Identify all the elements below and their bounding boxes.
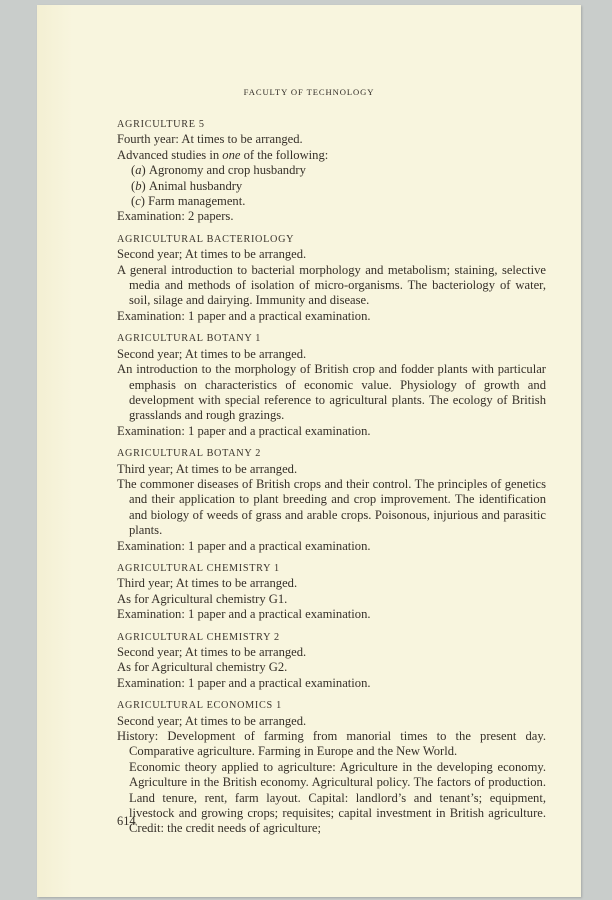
option-text: Animal husbandry [148,178,243,193]
course-schedule: Third year; At times to be arranged. [117,461,298,476]
course-examination: Examination: 1 paper and a practical examination. [117,607,371,622]
course-entry [117,331,546,439]
book-page [37,5,581,897]
course-heading: AGRICULTURAL BOTANY 1 [117,333,262,345]
course-schedule: Second year; At times to be arranged. [117,247,307,262]
course-examination: Examination: 1 paper and a practical examination. [117,308,371,323]
course-entry [117,630,546,692]
course-examination: Examination: 2 papers. [117,209,234,224]
intro-emphasis: one [222,147,241,162]
course-examination: Examination: 1 paper and a practical examination. [117,675,371,690]
option-item: (a) Agronomy and crop husbandry [131,163,306,178]
option-text: Farm management. [148,194,246,209]
option-item: (c) Farm management. [131,194,246,209]
page-body [117,117,546,844]
course-heading: AGRICULTURAL CHEMISTRY 1 [117,562,280,574]
intro-text: of the following: [240,147,329,162]
course-examination: Examination: 1 paper and a practical examination. [117,538,371,553]
running-head: FACULTY OF TECHNOLOGY [243,87,375,97]
course-heading: AGRICULTURAL ECONOMICS 1 [117,700,282,712]
intro-text: Advanced studies in [117,147,223,162]
course-schedule: Second year; At times to be arranged. [117,346,307,361]
course-entry [117,446,546,554]
course-schedule: Second year; At times to be arranged. [117,713,307,728]
course-schedule: Third year; At times to be arranged. [117,576,298,591]
course-heading: AGRICULTURAL BACTERIOLOGY [117,233,295,245]
course-schedule: Second year; At times to be arranged. [117,645,307,659]
course-entry [117,561,546,623]
course-intro [117,148,546,163]
course-description: History: Development of farming from manorial times to the present day. Comparative agriculture. Farming in Europe and the New World. [117,729,546,759]
option-text: Agronomy and crop husbandry [148,163,306,178]
course-description: As for Agricultural chemistry G1. [117,591,288,606]
course-entry [117,117,546,225]
page-number: 614 [117,814,136,828]
course-schedule: Fourth year: At times to be arranged. [117,132,303,147]
option-item: (b) Animal husbandry [131,178,243,193]
option-label: b [135,178,142,193]
course-heading: AGRICULTURAL CHEMISTRY 2 [117,631,280,643]
course-description: The commoner diseases of British crops and their control. The principles of genetics and their application to plant breeding and crop improvement. The identification and biology of weeds of grass and arable crops. Poisonous, injurious and parasitic plants. [117,476,546,538]
course-entry [117,232,546,324]
options-list [117,163,546,209]
course-description: A general introduction to bacterial morphology and metabolism; staining, selective media and methods of isolation of micro-organisms. The bacteriology of water, soil, silage and dairying. Immunity and disease. [117,262,546,308]
course-description: An introduction to the morphology of British crop and fodder plants with particular emphasis on characteristics of economic value. Physiology of growth and development with special reference to agricultural plants. The ecology of British grasslands and rough grazings. [117,362,546,423]
course-heading: AGRICULTURAL BOTANY 2 [117,448,262,460]
course-examination: Examination: 1 paper and a practical examination. [117,423,371,438]
course-description-continued: Economic theory applied to agriculture: Agriculture in the developing economy. Agriculture in the British economy. Agricultural policy. The factors of production. Land tenure, rent, farm layout. Capital: landlord’s and tenant’s; equipment, livestock and growing crops; requisites; capital investment in British agriculture. Credit: the credit needs of agriculture; [129,759,546,836]
option-label: a [135,163,142,178]
option-label: c [135,194,141,209]
course-entry [117,698,546,837]
course-description: As for Agricultural chemistry G2. [117,660,288,675]
course-heading: AGRICULTURE 5 [117,119,205,130]
